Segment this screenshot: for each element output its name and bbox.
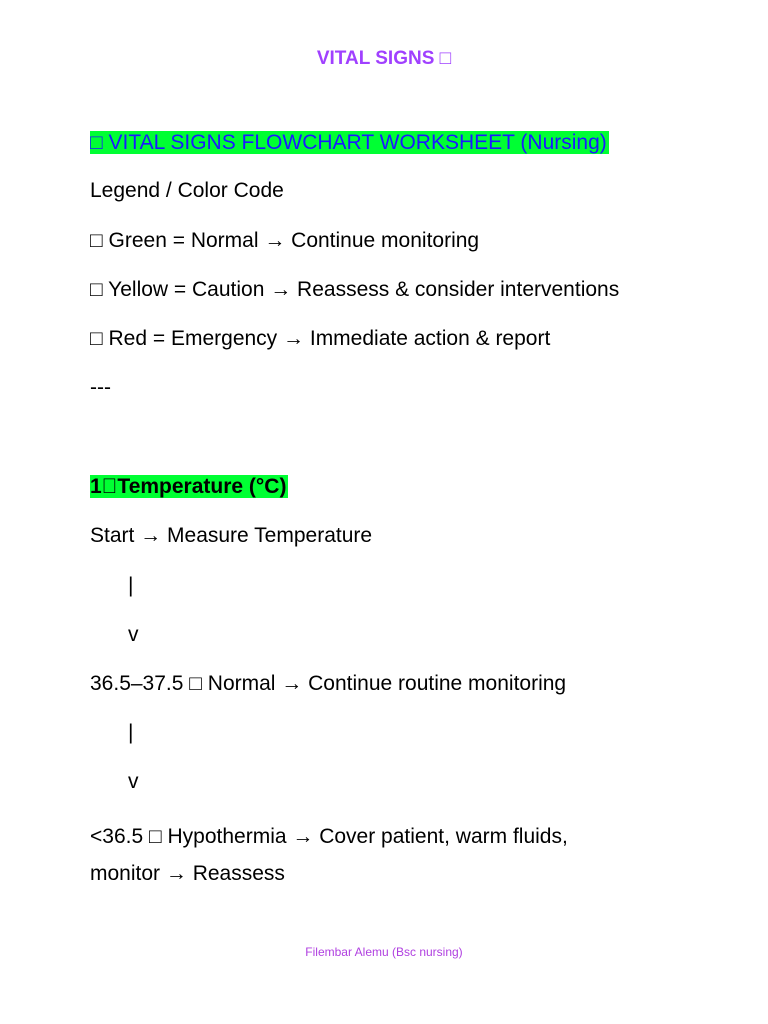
page-footer: Filembar Alemu (Bsc nursing) bbox=[305, 945, 463, 959]
flow-step-start: Start → Measure Temperature bbox=[90, 524, 373, 547]
flow-pipe: | bbox=[128, 574, 134, 597]
legend-item-green: □ Green = Normal → Continue monitoring bbox=[90, 229, 480, 252]
flow-step-hypothermia bbox=[90, 818, 650, 892]
legend-item-yellow: □ Yellow = Caution → Reassess & consider interventions bbox=[90, 278, 620, 301]
flow-step-hypothermia-line2: monitor → Reassess bbox=[90, 862, 285, 885]
flow-arrow-v: v bbox=[128, 770, 139, 793]
divider: --- bbox=[90, 376, 111, 399]
flow-step-hypothermia-line1: <36.5 □ Hypothermia → Cover patient, warm fluids, bbox=[90, 825, 568, 848]
worksheet-heading-text: □ VITAL SIGNS FLOWCHART WORKSHEET (Nursing) bbox=[90, 131, 607, 154]
document-title: VITAL SIGNS □ bbox=[316, 48, 452, 69]
section-heading-text: 1⃣Temperature (°C) bbox=[90, 475, 287, 498]
worksheet-heading bbox=[90, 130, 609, 156]
section-heading-temperature bbox=[90, 474, 288, 500]
flow-arrow-v: v bbox=[128, 623, 139, 646]
flow-pipe: | bbox=[128, 721, 134, 744]
flow-step-normal: 36.5–37.5 □ Normal → Continue routine monitoring bbox=[90, 672, 567, 695]
legend-item-red: □ Red = Emergency → Immediate action & report bbox=[90, 327, 551, 350]
legend-title: Legend / Color Code bbox=[90, 179, 284, 202]
